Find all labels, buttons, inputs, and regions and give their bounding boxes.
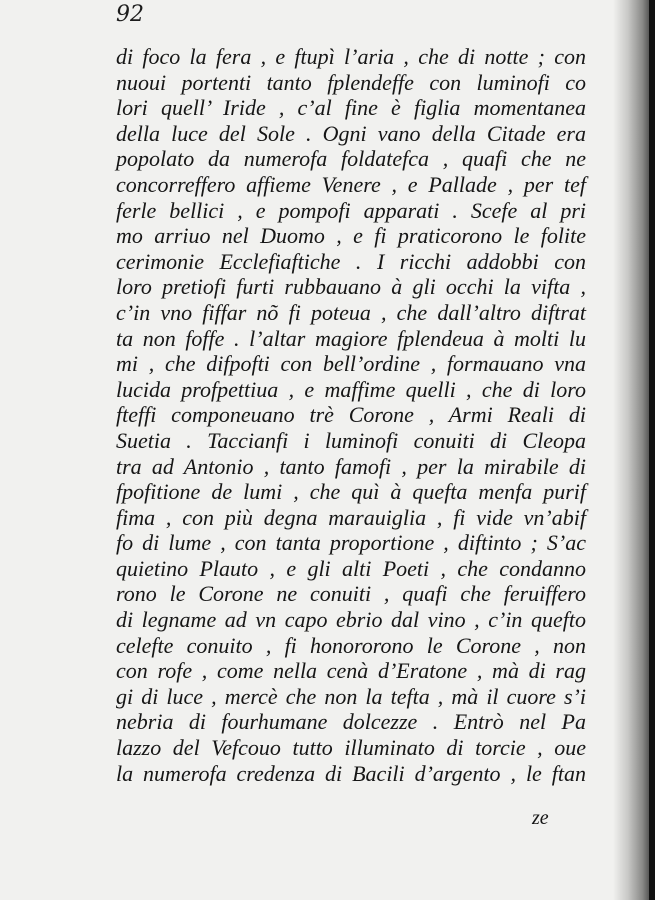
text-line: concorreffero affieme Venere , e Pallade , per tef <box>116 171 586 197</box>
text-line: popolato da numerofa foldatefca , quafi che ne <box>116 146 586 172</box>
text-line: lazzo del Vefcouo tutto illuminato di torcie , oue <box>116 735 586 761</box>
catchword: ze <box>532 807 549 829</box>
text-line: la numerofa credenza di Bacili d’argento , le ftan <box>116 760 586 786</box>
text-line: quietino Plauto , e gli alti Poeti , che condanno <box>116 555 586 581</box>
text-line: fima , con più degna marauiglia , fi vide vn’abif <box>116 504 586 530</box>
text-line: celefte conuito , fi honororono le Corone , non <box>116 632 586 658</box>
text-line: nuoui portenti tanto fplendeffe con luminofi co <box>116 69 586 95</box>
text-line: con rofe , come nella cenà d’Eratone , mà di rag <box>116 658 586 684</box>
text-line: Suetia . Taccianfi i luminofi conuiti di Cleopa <box>116 427 586 453</box>
text-line: lori quell’ Iride , c’al fine è figlia momentanea <box>116 95 586 121</box>
text-line: ferle bellici , e pompofi apparati . Scefe al pri <box>116 197 586 223</box>
text-line: fteffi componeuano trè Corone , Armi Reali di <box>116 402 586 428</box>
text-line: mo arriuo nel Duomo , e fi praticorono le folite <box>116 223 586 249</box>
body-text <box>116 44 586 786</box>
text-line: rono le Corone ne conuiti , quafi che feruiffero <box>116 581 586 607</box>
text-line: di legname ad vn capo ebrio dal vino , c’in quefto <box>116 607 586 633</box>
text-line: di foco la fera , e ftupì l’aria , che di notte ; con <box>116 44 586 69</box>
page-number: 92 <box>116 2 144 27</box>
text-line: mi , che difpofti con bell’ordine , formauano vna <box>116 351 586 377</box>
text-line: fpofitione de lumi , che quì à quefta menfa purif <box>116 479 586 505</box>
text-line: gi di luce , mercè che non la tefta , mà il cuore s’i <box>116 683 586 709</box>
text-line: fo di lume , con tanta proportione , diftinto ; S’ac <box>116 530 586 556</box>
text-line: ta non foffe . l’altar magiore fplendeua à molti lu <box>116 325 586 351</box>
text-line: c’in vno fiffar nõ fi poteua , che dall’altro diftrat <box>116 299 586 325</box>
text-line: loro pretiofi furti rubbauano à gli occhi la vifta , <box>116 274 586 300</box>
text-line: cerimonie Ecclefiaftiche . I ricchi addobbi con <box>116 248 586 274</box>
text-line: tra ad Antonio , tanto famofi , per la mirabile di <box>116 453 586 479</box>
book-spine-edge <box>649 0 655 900</box>
text-line: della luce del Sole . Ogni vano della Citade era <box>116 120 586 146</box>
text-line: nebria di fourhumane dolcezze . Entrò nel Pa <box>116 709 586 735</box>
text-line: lucida profpettiua , e maffime quelli , che di loro <box>116 376 586 402</box>
